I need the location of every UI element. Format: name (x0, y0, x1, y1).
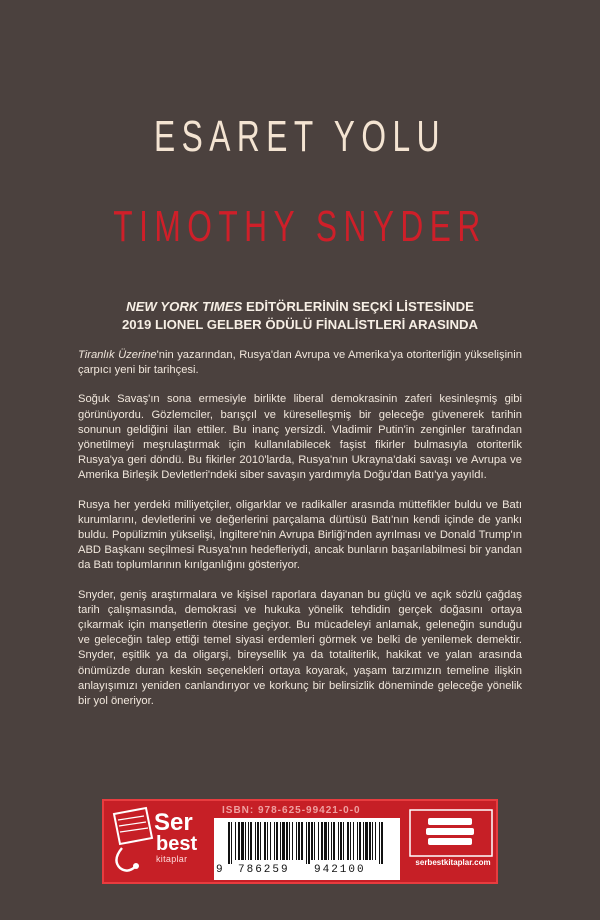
barcode-bar (328, 822, 329, 860)
award-subheading (60, 298, 540, 334)
barcode-bar (321, 822, 323, 860)
barcode-bar (318, 822, 319, 860)
barcode-bar (308, 822, 310, 864)
barcode-bar (235, 822, 236, 860)
books-stack-icon (408, 808, 494, 878)
blurb-paragraph-2: Soğuk Savaş'ın sona ermesiyle birlikte liberal demokrasinin zaferi kesinleşmiş gibi görünüyordu. Gözlemciler, barışçıl ve küreselleşmiş bir geleceğe güvenerek tarihin sonunun geldiğini ilan ettiler. Bu inanç yersizdi. Vladimir Putin'in zenginler tarafından yönetilmeyi meşrulaştırmak için kullanılabilecek faşist fikirler bulmasıyla otoriterlik Rusya'ya geri döndü. Bu fikirler 2010'larda, Rusya'nın Ukrayna'daki savaşı ve Avrupa ve Amerika Birleşik Devletleri'ndeki siber savaşın yardımıyla Doğu'dan Batı'ya yayıldı. (78, 393, 522, 482)
barcode-bar (292, 822, 293, 860)
barcode-bar (276, 822, 278, 860)
barcode-digits-left: 786259 (238, 864, 290, 876)
book-title: ESARET YOLU (154, 112, 446, 161)
publisher-name-kitaplar: kitaplar (156, 854, 188, 864)
barcode-bar (298, 822, 300, 860)
barcode-digits-right: 942100 (314, 864, 366, 876)
subhead-line-1 (60, 298, 540, 316)
barcode-bar (274, 822, 275, 860)
barcode-bar (228, 822, 230, 864)
barcode-bar (250, 822, 252, 860)
barcode-digit-first: 9 (216, 864, 223, 876)
barcode (214, 818, 400, 880)
blurb-p1-rest: 'nin yazarından, Rusya'dan Avrupa ve Amerika'ya otoriterliğin yükselişinin çarpıcı yeni bir tarihçesi. (78, 349, 522, 377)
barcode-bar (333, 822, 335, 860)
barcode-bar (357, 822, 358, 860)
barcode-bar (286, 822, 288, 860)
barcode-bar (282, 822, 285, 860)
barcode-bar (264, 822, 266, 860)
barcode-bar (340, 822, 342, 860)
barcode-bar (241, 822, 244, 860)
barcode-bar (301, 822, 303, 860)
barcode-bar (365, 822, 368, 860)
barcode-bar (267, 822, 268, 860)
barcode-bar (231, 822, 232, 864)
publisher-website: serbestkitaplar.com (415, 858, 491, 867)
barcode-bar (359, 822, 361, 860)
barcode-bar (369, 822, 371, 860)
barcode-bar (363, 822, 364, 860)
barcode-bar (289, 822, 290, 860)
barcode-bar (343, 822, 344, 860)
barcode-bar (381, 822, 383, 864)
barcode-bar (238, 822, 240, 860)
barcode-bar (248, 822, 249, 860)
back-cover-blurb (78, 348, 522, 723)
barcode-bar (324, 822, 327, 860)
barcode-bar (296, 822, 297, 860)
blurb-book-ref: Tiranlık Üzerine (78, 349, 157, 361)
barcode-bar (311, 822, 313, 860)
book-author: TIMOTHY SNYDER (113, 202, 487, 251)
barcode-bar (314, 822, 315, 860)
barcode-bar (255, 822, 256, 860)
barcode-bar (372, 822, 373, 860)
barcode-bar (280, 822, 281, 860)
barcode-bars-icon (224, 822, 390, 864)
barcode-bar (338, 822, 339, 860)
subhead-nyt: NEW YORK TIMES (126, 299, 243, 314)
barcode-bar (270, 822, 271, 860)
publisher-name-best: best (156, 833, 198, 855)
subhead-line-2: 2019 LIONEL GELBER ÖDÜLÜ FİNALİSTLERİ ARASINDA (121, 317, 479, 332)
barcode-bar (260, 822, 261, 860)
barcode-bar (331, 822, 332, 860)
barcode-bar (353, 822, 354, 860)
publisher-name-ser: Ser (154, 809, 193, 836)
isbn-label: ISBN: 978-625-99421-0-0 (222, 805, 361, 816)
barcode-bar (350, 822, 351, 860)
blurb-paragraph-3: Rusya her yerdeki milliyetçiler, oligarklar ve radikaller arasında müttefikler buldu ve Batı kurumlarını, devletlerini ve değerlerini parçalama dürtüsü Batı'nın kendi içinde de yankı buldu. Popülizmin yükselişi, İngiltere'nin Avrupa Birliği'nden ayrılması ve Donald Trump'ın ABD Başkanı seçilmesi Rusya'nın hedefleriydi, ancak bunların başarılabilmesi bir yandan da Batı toplumlarının kırılganlığını gösteriyor. (78, 498, 522, 572)
blurb-paragraph-1 (78, 348, 522, 378)
barcode-bar (245, 822, 246, 860)
barcode-bar (257, 822, 259, 860)
barcode-bar (347, 822, 349, 860)
barcode-bar (379, 822, 380, 864)
barcode-bar (306, 822, 307, 864)
barcode-bar (375, 822, 376, 860)
blurb-paragraph-4: Snyder, geniş araştırmalara ve kişisel raporlara dayanan bu güçlü ve açık sözlü çağdaş tarih çalışmasında, demokrasi ve hukuka yönelik tehdidin gerçek doğasını ortaya çıkarmak için manşetlerin ötesine geçiyor. Bu mücadeleyi anlamak, geleneğin sunduğu ve geleceğin talep ettiği temel siyasi erdemleri görmek ve belki de yenilemek demektir. Snyder, eşitlik ya da oligarşi, bireysellik ya da totaliterlik, hakikat ve yalan arasında önümüzde duran keskin seçenekleri ortaya koyarak, yaşam tarzımızın temeline ilişkin anlayışımızı yeniden canlandırıyor ve korkunç bir belirsizlik döneminde geleceğe yönelik bir yol öneriyor. (78, 588, 522, 708)
subhead-line1-rest: EDİTÖRLERİNİN SEÇKİ LİSTESİNDE (242, 299, 474, 314)
